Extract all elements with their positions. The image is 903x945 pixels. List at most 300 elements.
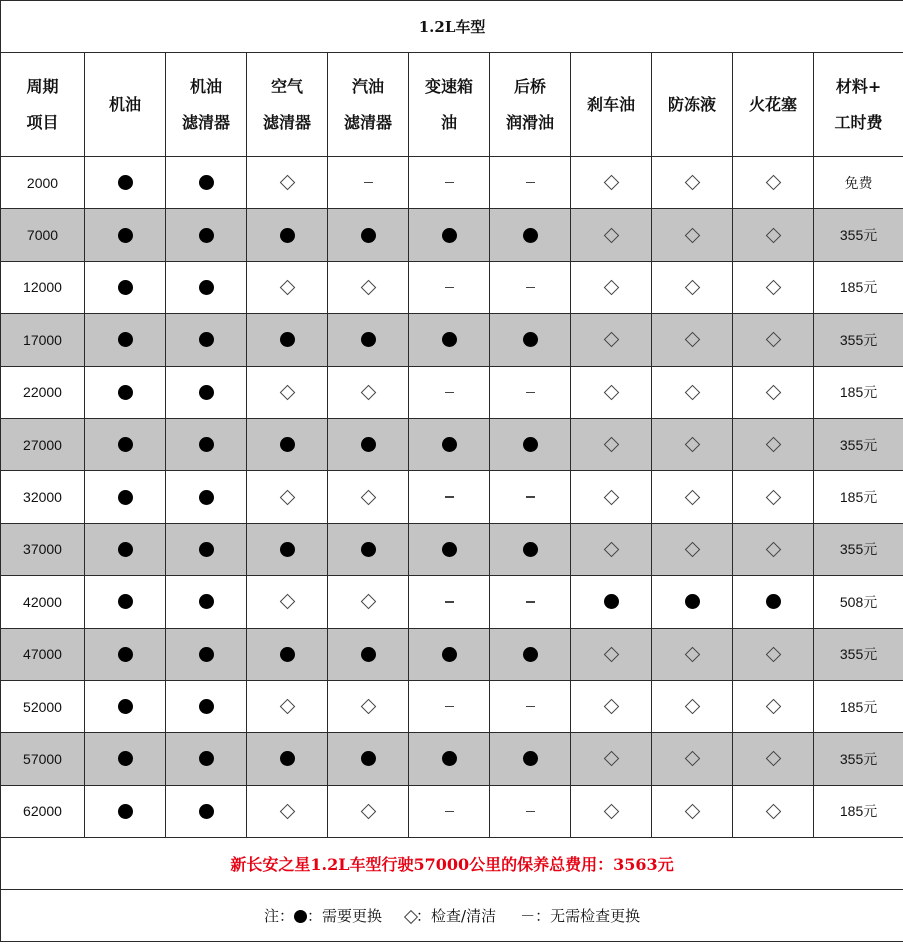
replace-dot-icon [280,437,295,452]
service-cell [652,576,733,628]
service-cell [166,523,247,575]
service-cell [733,628,814,680]
replace-dot-icon [280,228,295,243]
replace-dot-icon [199,699,214,714]
table-row [1,733,903,785]
check-diamond-icon [603,437,619,453]
service-cell [571,471,652,523]
table-row [1,785,903,837]
service-cell [328,418,409,470]
check-diamond-icon [684,227,700,243]
summary-row [1,838,903,890]
service-cell [490,314,571,366]
check-diamond-icon [603,542,619,558]
service-cell [85,261,166,313]
legend-replace-label: ：需要更换 [307,907,383,926]
service-cell [328,576,409,628]
service-cell [490,523,571,575]
replace-dot-icon [199,280,214,295]
check-diamond-icon [603,489,619,505]
replace-dot-icon [199,751,214,766]
service-cell [166,418,247,470]
service-cell [247,733,328,785]
check-diamond-icon [765,804,781,820]
replace-dot-icon [523,542,538,557]
check-diamond-icon [603,699,619,715]
service-cell [409,261,490,313]
service-cell [409,523,490,575]
no-check-dash-icon [445,182,454,184]
header-line: 机油 [108,94,141,114]
service-cell [328,680,409,732]
no-check-dash-icon: － [520,907,536,926]
header-spark-plug [733,53,814,157]
replace-dot-icon [523,751,538,766]
header-engine-oil [85,53,166,157]
no-check-dash-icon [445,287,454,289]
service-cell [166,680,247,732]
service-cell [328,733,409,785]
replace-dot-icon [294,910,307,923]
service-cell [247,261,328,313]
service-cell [571,523,652,575]
service-cell [490,680,571,732]
replace-dot-icon [442,751,457,766]
legend-none [520,905,640,926]
replace-dot-icon [766,594,781,609]
service-cell [85,628,166,680]
replace-dot-icon [361,647,376,662]
service-cell [733,418,814,470]
service-cell [652,366,733,418]
check-diamond-icon [279,489,295,505]
service-cell [652,785,733,837]
no-check-dash-icon [526,182,535,184]
header-line: 防冻液 [667,94,716,114]
replace-dot-icon [361,437,376,452]
no-check-dash-icon [445,811,454,813]
service-cell [328,628,409,680]
service-cell [490,576,571,628]
replace-dot-icon [199,332,214,347]
service-cell [733,314,814,366]
check-diamond-icon [360,699,376,715]
service-cell [571,576,652,628]
service-cell [409,576,490,628]
service-cell [409,785,490,837]
replace-dot-icon [685,594,700,609]
check-diamond-icon [684,489,700,505]
service-cell [490,418,571,470]
table-row [1,628,903,680]
mileage-cell: 42000 [1,576,85,628]
mileage-cell: 12000 [1,261,85,313]
service-cell [85,471,166,523]
header-line: 周期 [26,76,59,96]
replace-dot-icon [199,647,214,662]
replace-dot-icon [199,175,214,190]
summary-total-cost: 1.2L车型行驶57000公里的保养总费用：3563元 [310,855,674,875]
service-cell [166,733,247,785]
replace-dot-icon [523,647,538,662]
check-diamond-icon [684,751,700,767]
no-check-dash-icon [364,182,373,184]
cost-cell: 508元 [814,576,903,628]
check-diamond-icon [765,175,781,191]
service-cell [328,366,409,418]
check-diamond-icon [279,594,295,610]
replace-dot-icon [442,228,457,243]
header-line: 工时费 [834,112,883,132]
service-cell [733,471,814,523]
replace-dot-icon [442,437,457,452]
service-cell [490,733,571,785]
replace-dot-icon [199,228,214,243]
no-check-dash-icon [526,706,535,708]
service-cell [733,523,814,575]
check-diamond-icon [765,699,781,715]
service-cell [85,418,166,470]
cost-cell: 185元 [814,261,903,313]
service-cell [328,523,409,575]
check-diamond-icon [765,489,781,505]
replace-dot-icon [118,647,133,662]
no-check-dash-icon [526,392,535,394]
service-cell [247,576,328,628]
no-check-dash-icon [526,287,535,289]
service-cell [166,261,247,313]
replace-dot-icon [361,751,376,766]
mileage-cell: 52000 [1,680,85,732]
summary-cell [1,838,903,890]
service-cell [328,471,409,523]
service-cell [733,680,814,732]
service-cell [652,628,733,680]
replace-dot-icon [604,594,619,609]
check-diamond-icon [765,646,781,662]
header-line: 空气 [270,76,303,96]
service-cell [571,314,652,366]
header-line: 滤清器 [262,112,311,132]
service-cell [409,418,490,470]
no-check-dash-icon [445,496,454,498]
service-cell [247,314,328,366]
replace-dot-icon [118,175,133,190]
no-check-dash-icon [526,496,535,498]
service-cell [85,785,166,837]
service-cell [166,157,247,209]
header-line: 滤清器 [181,112,230,132]
legend-prefix: 注： [263,907,294,926]
service-cell [247,680,328,732]
service-cell [733,733,814,785]
check-diamond-icon [684,646,700,662]
check-diamond-icon [603,280,619,296]
header-row [1,53,903,157]
cost-cell: 185元 [814,680,903,732]
service-cell [409,733,490,785]
mileage-cell: 2000 [1,157,85,209]
service-cell [409,680,490,732]
replace-dot-icon [280,542,295,557]
service-cell [652,209,733,261]
replace-dot-icon [523,228,538,243]
cost-cell: 355元 [814,628,903,680]
service-cell [733,785,814,837]
replace-dot-icon [280,647,295,662]
service-cell [490,628,571,680]
service-cell [571,366,652,418]
service-cell [652,471,733,523]
replace-dot-icon [118,280,133,295]
table-row [1,261,903,313]
service-cell [85,680,166,732]
no-check-dash-icon [445,392,454,394]
cost-cell: 355元 [814,733,903,785]
cost-cell: 355元 [814,314,903,366]
check-diamond-icon [360,594,376,610]
service-cell [85,157,166,209]
table-row [1,366,903,418]
check-diamond-icon [360,280,376,296]
service-cell [652,733,733,785]
service-cell [247,418,328,470]
replace-dot-icon [442,647,457,662]
mileage-cell: 7000 [1,209,85,261]
header-line: 机油 [189,76,222,96]
header-line: 材料+ [835,76,882,96]
service-cell [166,576,247,628]
table-row [1,576,903,628]
no-check-dash-icon [445,601,454,603]
replace-dot-icon [118,437,133,452]
legend-none-label: ：无需检查更换 [535,907,641,926]
check-diamond-icon [279,699,295,715]
replace-dot-icon [280,751,295,766]
header-line: 汽油 [351,76,384,96]
replace-dot-icon [199,542,214,557]
replace-dot-icon [199,804,214,819]
service-cell [571,733,652,785]
service-cell [166,314,247,366]
replace-dot-icon [442,542,457,557]
legend-cell [1,890,903,942]
header-line: 滤清器 [343,112,392,132]
cost-cell: 355元 [814,418,903,470]
service-cell [571,261,652,313]
service-cell [328,314,409,366]
header-transmission-oil [409,53,490,157]
service-cell [247,157,328,209]
check-diamond-icon [603,227,619,243]
service-cell [652,680,733,732]
mileage-cell: 32000 [1,471,85,523]
header-rear-axle-oil [490,53,571,157]
header-line: 润滑油 [505,112,554,132]
header-line: 油 [440,112,457,132]
replace-dot-icon [118,594,133,609]
check-diamond-icon [765,384,781,400]
service-cell [85,366,166,418]
service-cell [733,209,814,261]
check-diamond-icon [603,751,619,767]
mileage-cell: 37000 [1,523,85,575]
check-diamond-icon [360,384,376,400]
service-cell [166,209,247,261]
check-diamond-icon [765,227,781,243]
service-cell [490,209,571,261]
service-cell [409,628,490,680]
header-line: 后桥 [513,76,546,96]
replace-dot-icon [199,437,214,452]
service-cell [328,785,409,837]
legend-check-label: ：检查/清洁 [416,907,497,926]
check-diamond-icon [684,280,700,296]
service-cell [409,314,490,366]
check-diamond-icon [684,332,700,348]
check-diamond-icon [684,384,700,400]
check-diamond-icon [765,751,781,767]
no-check-dash-icon [445,706,454,708]
check-diamond-icon [360,489,376,505]
service-cell [652,418,733,470]
service-cell [490,261,571,313]
check-diamond-icon [603,384,619,400]
replace-dot-icon [523,437,538,452]
replace-dot-icon [118,228,133,243]
cost-cell: 185元 [814,366,903,418]
header-line: 项目 [26,112,59,132]
replace-dot-icon [280,332,295,347]
replace-dot-icon [118,542,133,557]
service-cell [409,366,490,418]
header-line: 刹车油 [586,94,635,114]
table-row [1,471,903,523]
header-period-item [1,53,85,157]
check-diamond-icon [684,175,700,191]
check-diamond-icon [603,332,619,348]
replace-dot-icon [118,699,133,714]
cost-cell: 355元 [814,209,903,261]
service-cell [328,157,409,209]
service-cell [247,628,328,680]
service-cell [652,314,733,366]
service-cell [733,261,814,313]
service-cell [571,680,652,732]
service-cell [652,157,733,209]
check-diamond-icon [684,804,700,820]
replace-dot-icon [442,332,457,347]
service-cell [85,576,166,628]
header-brake-fluid [571,53,652,157]
table-row [1,418,903,470]
cost-cell: 免费 [814,157,903,209]
service-cell [652,523,733,575]
service-cell [85,523,166,575]
check-diamond-icon [684,699,700,715]
service-cell [490,366,571,418]
table-row [1,523,903,575]
service-cell [409,157,490,209]
legend-check [406,905,496,926]
no-check-dash-icon [526,811,535,813]
check-diamond-icon [603,646,619,662]
service-cell [328,261,409,313]
check-diamond-icon [765,332,781,348]
cost-cell: 185元 [814,471,903,523]
replace-dot-icon [361,332,376,347]
title-row [1,1,903,53]
service-cell [247,471,328,523]
table-row [1,157,903,209]
service-cell [85,209,166,261]
mileage-cell: 22000 [1,366,85,418]
check-diamond-icon [603,175,619,191]
service-cell [247,209,328,261]
table-title: 1.2L车型 [1,1,903,53]
header-line: 火花塞 [748,94,797,114]
header-fuel-filter [328,53,409,157]
service-cell [571,157,652,209]
check-diamond-icon [360,804,376,820]
service-cell [571,209,652,261]
replace-dot-icon [118,804,133,819]
service-cell [733,157,814,209]
service-cell [571,628,652,680]
service-cell [85,733,166,785]
check-diamond-icon [279,280,295,296]
mileage-cell: 27000 [1,418,85,470]
mileage-cell: 62000 [1,785,85,837]
service-cell [409,209,490,261]
check-diamond-icon [279,804,295,820]
service-cell [652,261,733,313]
table-row [1,314,903,366]
service-cell [247,785,328,837]
header-air-filter [247,53,328,157]
check-diamond-icon [684,437,700,453]
replace-dot-icon [523,332,538,347]
legend-row [1,890,903,942]
replace-dot-icon [361,542,376,557]
table-row [1,209,903,261]
cost-cell: 355元 [814,523,903,575]
replace-dot-icon [118,490,133,505]
replace-dot-icon [361,228,376,243]
service-cell [328,209,409,261]
service-cell [733,576,814,628]
service-cell [247,523,328,575]
replace-dot-icon [199,490,214,505]
service-cell [166,366,247,418]
service-cell [409,471,490,523]
check-diamond-icon [684,542,700,558]
mileage-cell: 47000 [1,628,85,680]
replace-dot-icon [118,332,133,347]
check-diamond-icon [765,280,781,296]
replace-dot-icon [118,385,133,400]
service-cell [166,785,247,837]
replace-dot-icon [118,751,133,766]
header-oil-filter [166,53,247,157]
header-line: 变速箱 [424,76,473,96]
replace-dot-icon [199,385,214,400]
replace-dot-icon [199,594,214,609]
check-diamond-icon [279,175,295,191]
no-check-dash-icon [526,601,535,603]
check-diamond-icon [279,384,295,400]
mileage-cell: 57000 [1,733,85,785]
